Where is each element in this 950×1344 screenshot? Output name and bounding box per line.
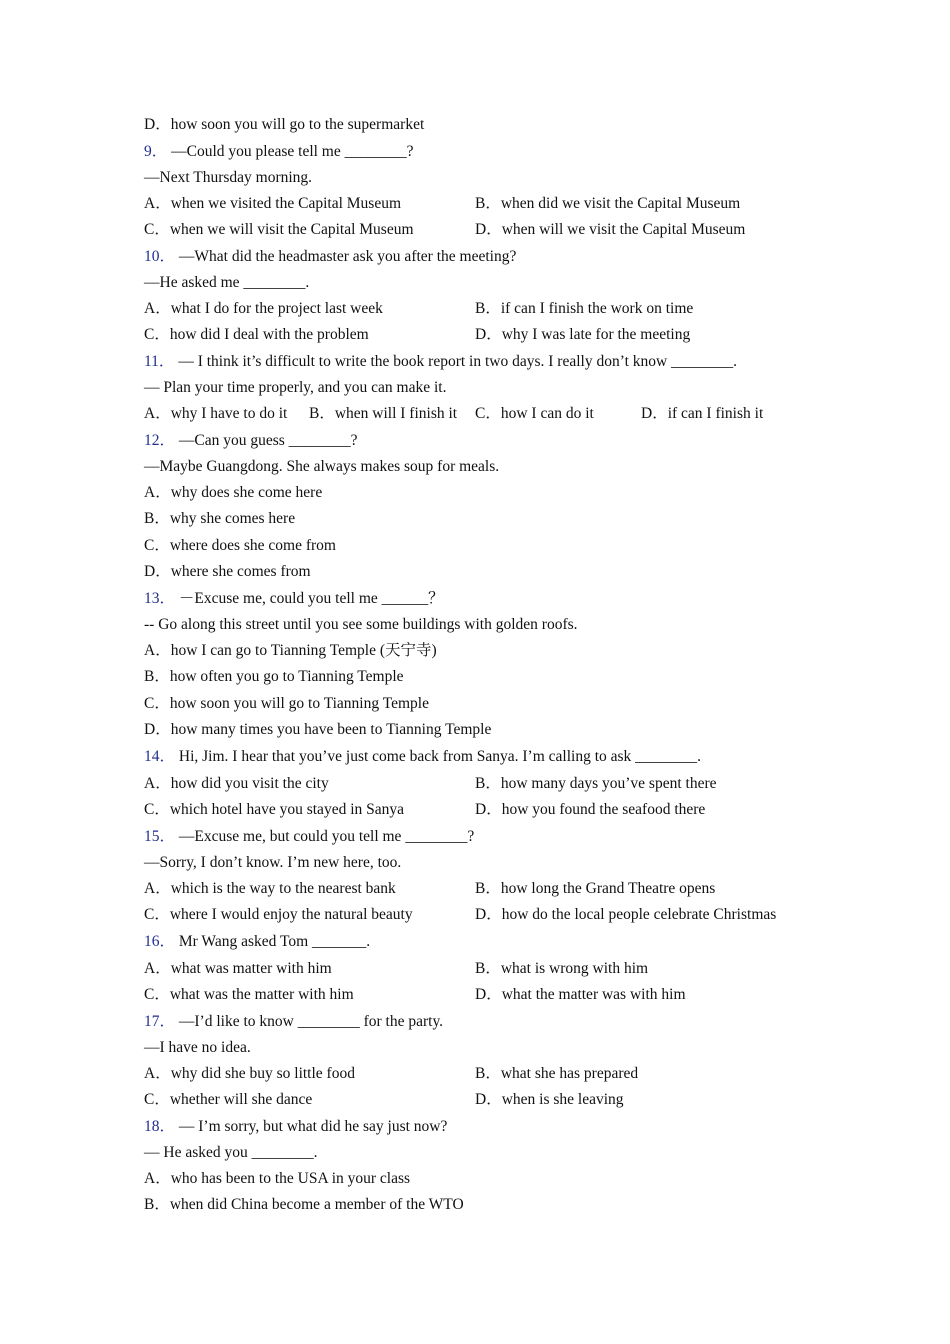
question-reply: —I have no idea.: [144, 1039, 251, 1056]
option-d: D．if can I finish it: [641, 405, 764, 422]
option-c: C．which hotel have you stayed in Sanya: [144, 801, 405, 818]
option-c: C．how I can do it: [475, 405, 594, 422]
option-d: D．how many times you have been to Tianning Temple: [144, 721, 492, 738]
question-9: [144, 139, 414, 165]
question-14: [144, 744, 701, 770]
question-stem: —What did the headmaster ask you after the meeting?: [178, 248, 517, 265]
question-number: 13．: [144, 590, 176, 607]
option-b: B．when will I finish it: [309, 405, 458, 422]
question-stem: — I think it’s difficult to write the book report in two days. I really don’t know ________.: [178, 353, 737, 370]
question-number: 10．: [144, 248, 176, 265]
question-number: 9．: [144, 143, 168, 160]
option-d: D．when will we visit the Capital Museum: [475, 221, 746, 238]
option-d: D．where she comes from: [144, 563, 311, 580]
question-reply: —Next Thursday morning.: [144, 169, 313, 186]
option-b: B．when did we visit the Capital Museum: [475, 195, 741, 212]
option-d: D．how you found the seafood there: [475, 801, 706, 818]
question-10: [144, 244, 516, 270]
question-number: 12．: [144, 432, 176, 449]
option-d: D．what the matter was with him: [475, 986, 686, 1003]
question-number: 14．: [144, 748, 176, 765]
option-a: A．which is the way to the nearest bank: [144, 880, 396, 897]
question-12: [144, 428, 358, 454]
question-stem: －Excuse me, could you tell me ______？: [178, 590, 444, 607]
question-reply: —Maybe Guangdong. She always makes soup for meals.: [144, 458, 500, 475]
option-c: C．when we will visit the Capital Museum: [144, 221, 414, 238]
option-c: C．how did I deal with the problem: [144, 326, 369, 343]
option-d: D．how do the local people celebrate Christmas: [475, 906, 777, 923]
option-c: C．what was the matter with him: [144, 986, 354, 1003]
question-reply: — He asked you ________.: [144, 1144, 318, 1161]
question-13: [144, 586, 444, 612]
question-15: [144, 824, 474, 850]
option-c: C．where does she come from: [144, 537, 336, 554]
question-number: 17．: [144, 1013, 176, 1030]
question-reply: —Sorry, I don’t know. I’m new here, too.: [144, 854, 402, 871]
option-a: A．when we visited the Capital Museum: [144, 195, 401, 212]
option-b: B．how long the Grand Theatre opens: [475, 880, 716, 897]
question-stem: Hi, Jim. I hear that you’ve just come back from Sanya. I’m calling to ask ________.: [178, 748, 702, 765]
option-a: A．how I can go to Tianning Temple (天宁寺): [144, 642, 437, 659]
question-stem: —Could you please tell me ________?: [171, 143, 414, 160]
question-reply: —He asked me ________.: [144, 274, 310, 291]
question-number: 18．: [144, 1118, 176, 1135]
question-16: [144, 929, 370, 955]
question-number: 11．: [144, 353, 175, 370]
option-c: C．how soon you will go to Tianning Temple: [144, 695, 429, 712]
question-11: [144, 349, 737, 375]
option-a: A．what I do for the project last week: [144, 300, 383, 317]
option-a: A．why I have to do it: [144, 405, 288, 422]
option-d: D．when is she leaving: [475, 1091, 624, 1108]
question-stem: —Excuse me, but could you tell me ________?: [178, 828, 475, 845]
option-a: A．how did you visit the city: [144, 775, 329, 792]
option-a: A．why does she come here: [144, 484, 323, 501]
question-stem: — I’m sorry, but what did he say just now?: [178, 1118, 448, 1135]
question-number: 15．: [144, 828, 176, 845]
option-b: B．what she has prepared: [475, 1065, 639, 1082]
option-b: B．why she comes here: [144, 510, 296, 527]
option-d: D．how soon you will go to the supermarket: [144, 116, 425, 133]
option-a: A．why did she buy so little food: [144, 1065, 355, 1082]
option-b: B．if can I finish the work on time: [475, 300, 694, 317]
question-number: 16．: [144, 933, 176, 950]
option-b: B．how many days you’ve spent there: [475, 775, 717, 792]
option-b: B．when did China become a member of the WTO: [144, 1196, 464, 1213]
question-stem: Mr Wang asked Tom _______.: [178, 933, 371, 950]
question-17: [144, 1009, 443, 1035]
question-stem: —I’d like to know ________ for the party.: [178, 1013, 444, 1030]
question-reply: -- Go along this street until you see some buildings with golden roofs.: [144, 616, 578, 633]
option-c: C．where I would enjoy the natural beauty: [144, 906, 413, 923]
option-d: D．why I was late for the meeting: [475, 326, 691, 343]
question-stem: —Can you guess ________?: [178, 432, 358, 449]
question-reply: — Plan your time properly, and you can make it.: [144, 379, 447, 396]
option-a: A．what was matter with him: [144, 960, 332, 977]
option-b: B．what is wrong with him: [475, 960, 649, 977]
option-c: C．whether will she dance: [144, 1091, 313, 1108]
question-18: [144, 1114, 447, 1140]
option-a: A．who has been to the USA in your class: [144, 1170, 411, 1187]
option-b: B．how often you go to Tianning Temple: [144, 668, 404, 685]
